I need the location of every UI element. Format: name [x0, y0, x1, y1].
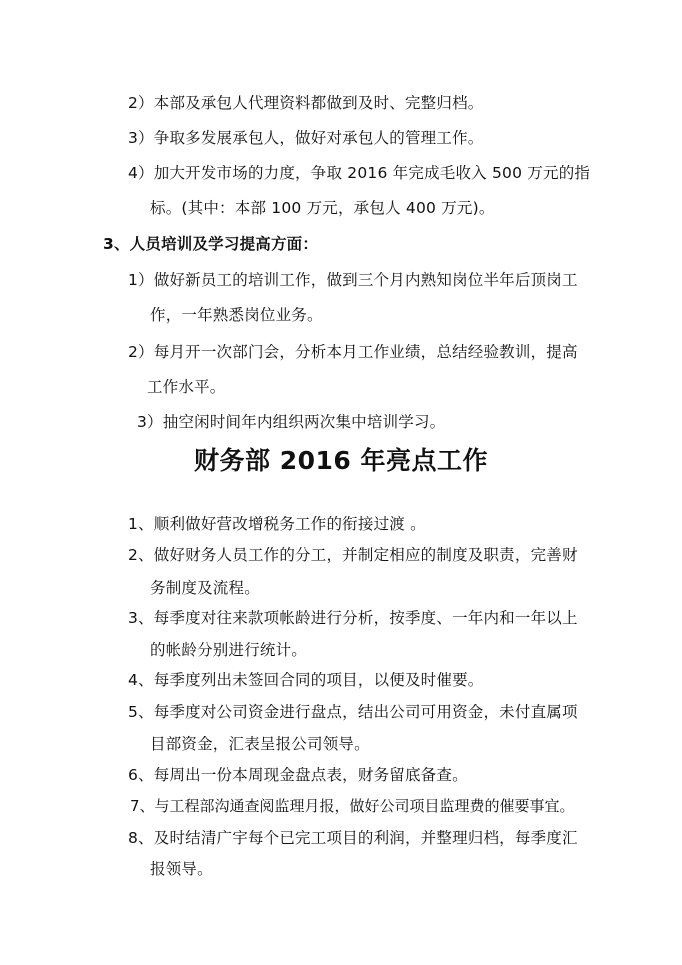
training-item-2-line-2: 工作水平。	[147, 378, 226, 396]
finance-item-3-line-2: 的帐龄分别进行统计。	[150, 641, 308, 659]
training-item-2-line-1: 2）每月开一次部门会，分析本月工作业绩，总结经验教训，提高	[128, 343, 578, 361]
training-item-1-line-1: 1）做好新员工的培训工作，做到三个月内熟知岗位半年后顶岗工	[128, 271, 578, 289]
finance-item-2-line-2: 务制度及流程。	[150, 579, 260, 597]
finance-item-2-line-1: 2、做好财务人员工作的分工，并制定相应的制度及职责，完善财	[128, 546, 578, 564]
finance-item-4: 4、每季度列出未签回合同的项目，以便及时催要。	[128, 671, 484, 689]
plan-item-4-line-2: 标。(其中：本部 100 万元，承包人 400 万元)。	[150, 199, 495, 217]
training-item-1-line-2: 作，一年熟悉岗位业务。	[150, 306, 323, 324]
finance-item-8-line-1: 8、及时结清广宇每个已完工项目的利润，并整理归档，每季度汇	[128, 829, 578, 847]
finance-item-5-line-1: 5、每季度对公司资金进行盘点，结出公司可用资金，未付直属项	[128, 703, 578, 721]
finance-item-3-line-1: 3、每季度对往来款项帐龄进行分析，按季度、一年内和一年以上	[128, 609, 578, 627]
page-title: 财务部 2016 年亮点工作	[194, 446, 488, 475]
training-item-3: 3）抽空闲时间年内组织两次集中培训学习。	[137, 413, 446, 431]
finance-item-7: 7、与工程部沟通查阅监理月报，做好公司项目监理费的催要事宜。	[130, 797, 575, 815]
finance-item-8-line-2: 报领导。	[150, 860, 213, 878]
finance-item-1: 1、顺利做好营改增税务工作的衔接过渡 。	[128, 515, 426, 533]
finance-item-6: 6、每周出一份本周现金盘点表，财务留底备查。	[128, 766, 468, 784]
plan-item-4-line-1: 4）加大开发市场的力度，争取 2016 年完成毛收入 500 万元的指	[128, 164, 591, 182]
finance-item-5-line-2: 目部资金，汇表呈报公司领导。	[150, 735, 370, 753]
plan-item-2: 2）本部及承包人代理资料都做到及时、完整归档。	[128, 94, 484, 112]
training-heading: 3、人员培训及学习提高方面：	[103, 235, 319, 253]
plan-item-3: 3）争取多发展承包人，做好对承包人的管理工作。	[128, 129, 484, 147]
